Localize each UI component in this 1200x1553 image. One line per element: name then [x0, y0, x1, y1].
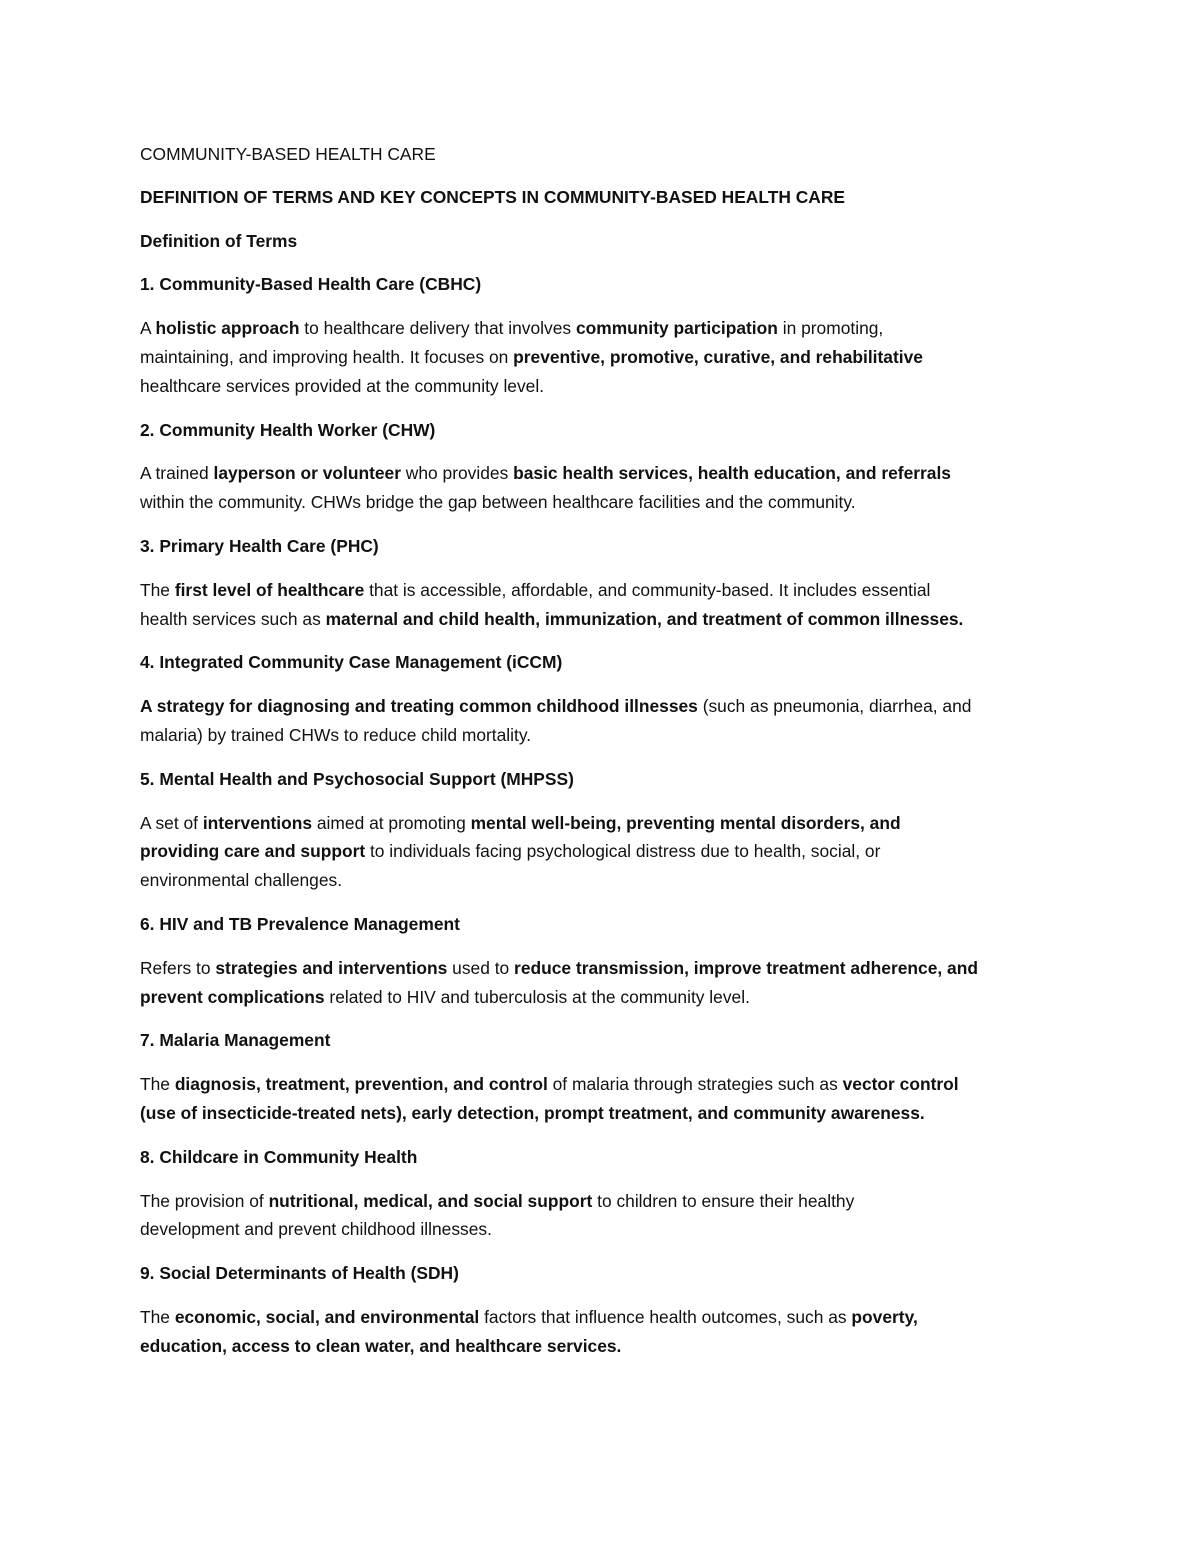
term-definition — [140, 314, 1070, 400]
term-definition — [140, 1303, 1070, 1361]
definition-line: A trained layperson or volunteer who provides basic health services, health education, and referrals — [140, 463, 951, 484]
definition-line: prevent complications related to HIV and tuberculosis at the community level. — [140, 986, 750, 1007]
definition-line: maintaining, and improving health. It focuses on preventive, promotive, curative, and rehabilitative — [140, 346, 923, 367]
term-definition — [140, 1187, 1070, 1245]
definition-line: malaria) by trained CHWs to reduce child mortality. — [140, 724, 532, 745]
definition-line: development and prevent childhood illnesses. — [140, 1219, 492, 1240]
document-title: COMMUNITY-BASED HEALTH CARE — [140, 144, 436, 164]
terms-list — [140, 270, 1070, 1360]
definition-line: education, access to clean water, and healthcare services. — [140, 1335, 622, 1356]
term-definition — [140, 459, 1070, 517]
definition-line: health services such as maternal and child health, immunization, and treatment of common illnesses. — [140, 608, 964, 629]
definition-line: healthcare services provided at the community level. — [140, 375, 545, 396]
definition-line: A holistic approach to healthcare delivery that involves community participation in promoting, — [140, 318, 884, 339]
term-heading: 1. Community-Based Health Care (CBHC) — [140, 274, 482, 295]
definition-line: The economic, social, and environmental factors that influence health outcomes, such as poverty, — [140, 1306, 918, 1327]
term-heading: 4. Integrated Community Case Management (iCCM) — [140, 652, 563, 673]
definition-line: The first level of healthcare that is accessible, affordable, and community-based. It includes essential — [140, 579, 931, 600]
definition-line: environmental challenges. — [140, 870, 343, 891]
term-definition — [140, 1070, 1070, 1128]
definition-line: Refers to strategies and interventions used to reduce transmission, improve treatment adherence, and — [140, 957, 978, 978]
definition-line: The diagnosis, treatment, prevention, and control of malaria through strategies such as vector control — [140, 1074, 959, 1095]
term-definition — [140, 576, 1070, 634]
main-heading: DEFINITION OF TERMS AND KEY CONCEPTS IN COMMUNITY-BASED HEALTH CARE — [140, 186, 845, 207]
document-page — [140, 140, 1070, 1376]
definition-line: A set of interventions aimed at promoting mental well-being, preventing mental disorders, and — [140, 812, 901, 833]
term-heading: 7. Malaria Management — [140, 1030, 331, 1051]
definition-line: (use of insecticide-treated nets), early detection, prompt treatment, and community awareness. — [140, 1102, 925, 1123]
term-definition — [140, 954, 1070, 1012]
definition-line: providing care and support to individuals facing psychological distress due to health, social, or — [140, 841, 881, 862]
term-heading: 5. Mental Health and Psychosocial Support (MHPSS) — [140, 768, 574, 789]
section-heading: Definition of Terms — [140, 230, 298, 251]
definition-line: A strategy for diagnosing and treating common childhood illnesses (such as pneumonia, diarrhea, and — [140, 696, 972, 717]
definition-line: The provision of nutritional, medical, and social support to children to ensure their healthy — [140, 1190, 855, 1211]
term-definition — [140, 809, 1070, 895]
term-heading: 3. Primary Health Care (PHC) — [140, 535, 379, 556]
term-definition — [140, 692, 1070, 750]
definition-line: within the community. CHWs bridge the gap between healthcare facilities and the community. — [140, 492, 856, 513]
term-heading: 8. Childcare in Community Health — [140, 1146, 418, 1167]
term-heading: 6. HIV and TB Prevalence Management — [140, 913, 460, 934]
term-heading: 2. Community Health Worker (CHW) — [140, 419, 436, 440]
term-heading: 9. Social Determinants of Health (SDH) — [140, 1263, 459, 1284]
